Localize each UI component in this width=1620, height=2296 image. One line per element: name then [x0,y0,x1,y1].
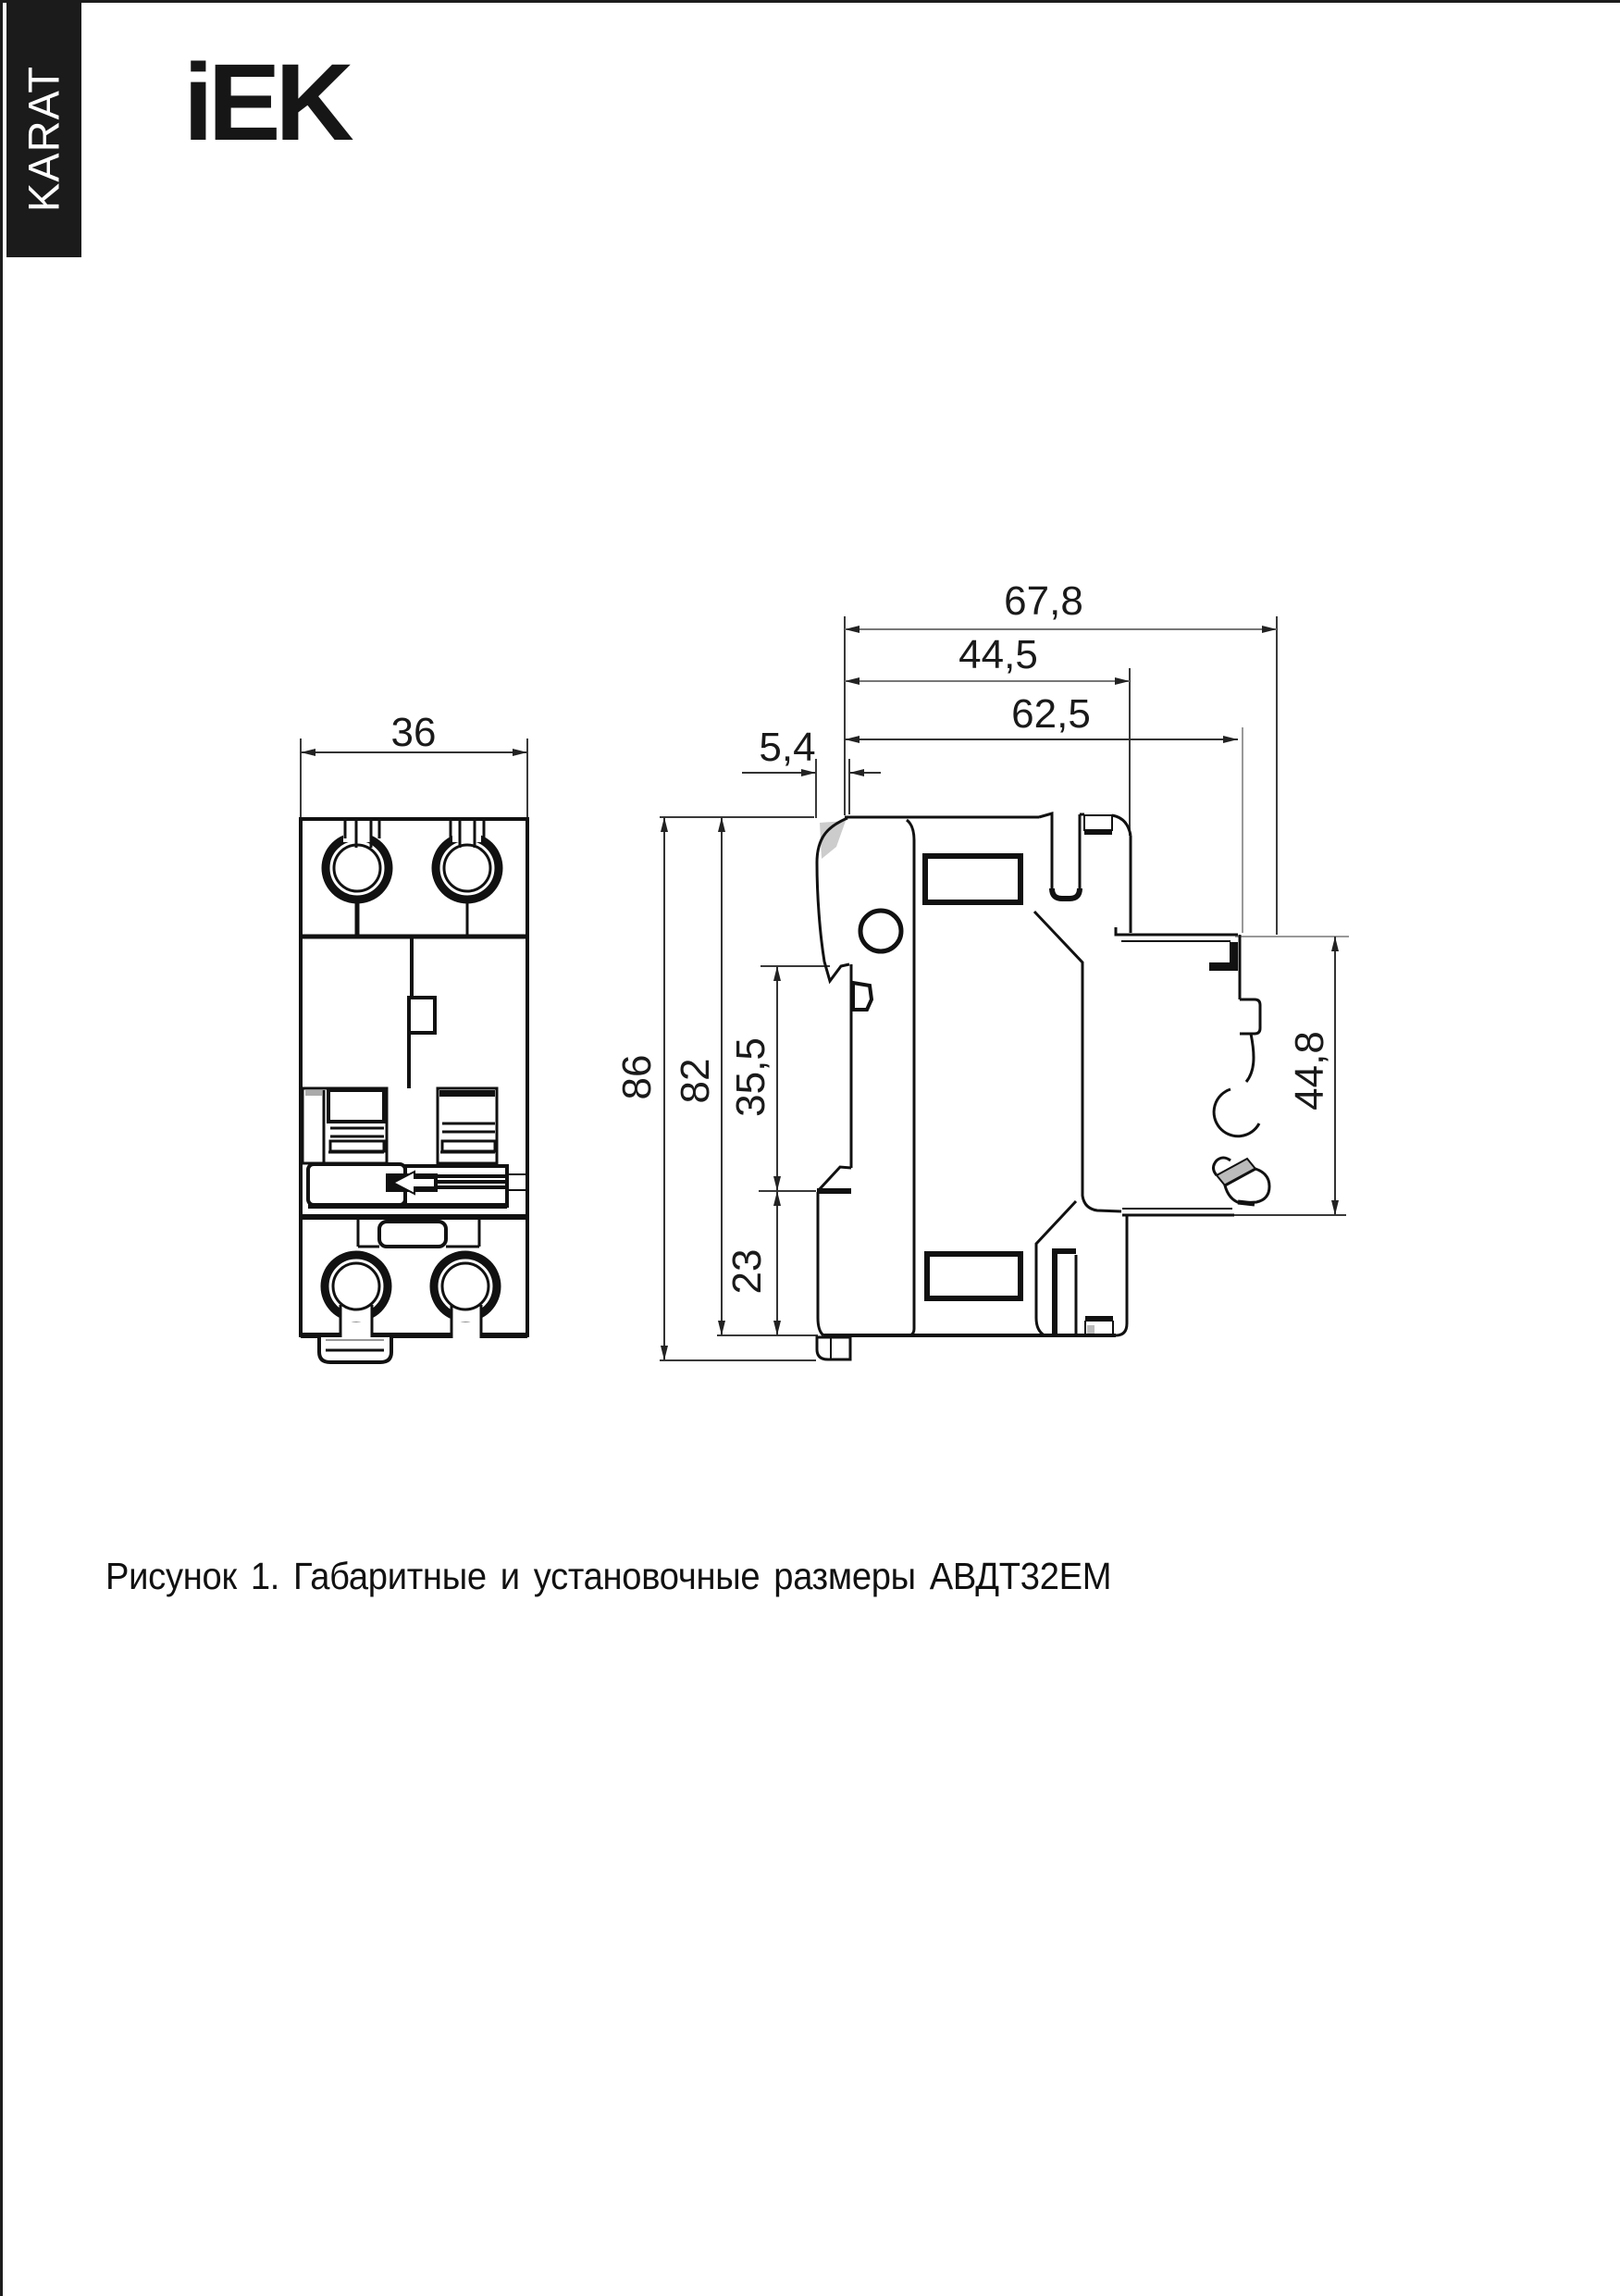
dim-front-width-label: 36 [390,710,437,755]
dim-lever-offset-label: 5,4 [759,725,816,770]
iek-logo: iEK [183,42,349,164]
side-view [817,813,1269,1359]
dim-din-height-label: 44,8 [1287,1031,1332,1111]
dim-lower-front-height-label: 23 [724,1248,770,1295]
dim-din-depth-label: 62,5 [1011,691,1091,737]
figure-caption: Рисунок 1. Габаритные и установочные размеры АВДТ32ЕМ [105,1555,1112,1597]
dim-upper-front-height-label: 35,5 [728,1037,773,1117]
karat-series-label: KARAT [19,65,68,213]
dim-overall-depth-label: 67,8 [1004,578,1083,624]
dim-body-height-label: 82 [673,1058,718,1104]
front-view [301,819,527,1362]
dim-body-depth-label: 44,5 [958,632,1038,677]
dim-overall-height-label: 86 [614,1054,660,1100]
